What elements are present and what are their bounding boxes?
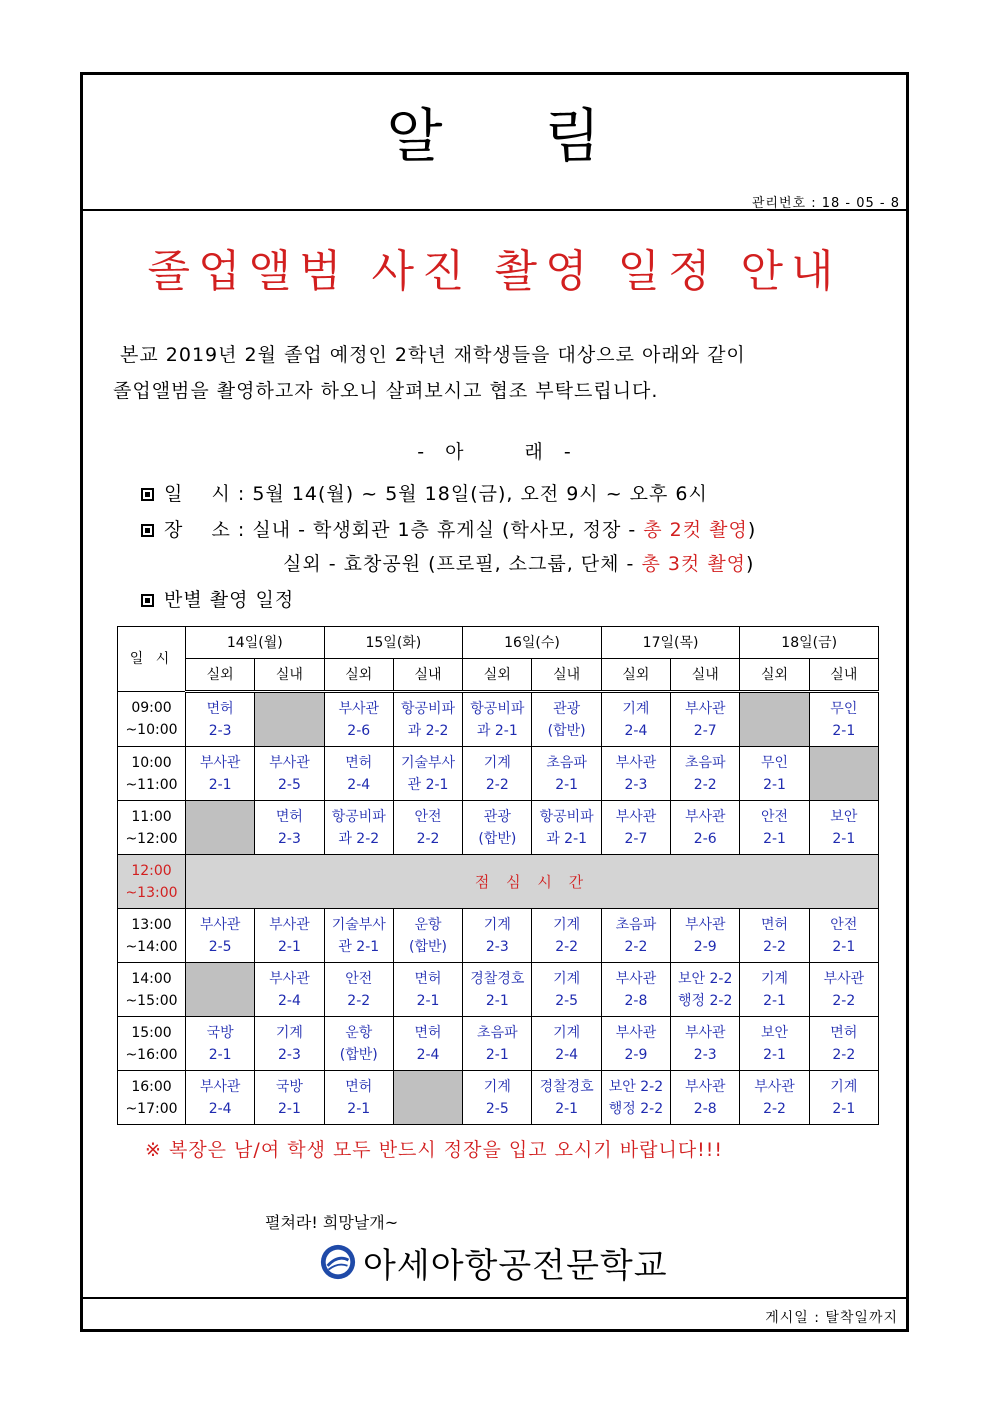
- class-cell-line: 2-6: [693, 830, 717, 847]
- time-cell: [118, 1017, 186, 1071]
- location-header: 실내: [532, 659, 601, 692]
- class-cell-line: 항공비파: [331, 808, 386, 825]
- class-cell-line: 과 2-2: [407, 722, 449, 739]
- class-cell-line: 2-1: [416, 992, 440, 1009]
- time-cell: [118, 1071, 186, 1125]
- subheader-row: [118, 659, 879, 692]
- class-cell-line: 기계: [760, 970, 789, 987]
- class-cell: [186, 1017, 255, 1071]
- class-cell: [186, 747, 255, 801]
- class-cell: [601, 801, 670, 855]
- intro-line-2: 졸업앨범을 촬영하고자 하오니 살펴보시고 협조 부탁드립니다.: [113, 380, 659, 402]
- class-cell-line: 부사관: [615, 970, 657, 987]
- class-cell: [463, 747, 532, 801]
- class-cell-line: 부사관: [684, 1078, 726, 1095]
- class-cell: [186, 692, 255, 747]
- class-cell: [809, 1017, 878, 1071]
- class-cell-line: 부사관: [684, 700, 726, 717]
- location-header: 실내: [255, 659, 324, 692]
- class-cell-line: 2-5: [485, 1100, 509, 1117]
- time-slot-row: [118, 692, 879, 747]
- time-slot-row: [118, 1017, 879, 1071]
- class-cell: [532, 801, 601, 855]
- end-time: ~15:00: [125, 992, 178, 1009]
- class-cell: [809, 1071, 878, 1125]
- main-title: 졸업앨범 사진 촬영 일정 안내: [147, 246, 842, 297]
- day-header: 18일(금): [740, 627, 879, 659]
- class-cell: [671, 1017, 740, 1071]
- class-cell: [393, 747, 462, 801]
- date-line: 일 시 : 5월 14(월) ~ 5월 18일(금), 오전 9시 ~ 오후 6시: [141, 479, 708, 506]
- class-cell-line: 부사관: [269, 754, 310, 771]
- class-cell-line: 면허: [345, 754, 373, 771]
- class-cell: [324, 909, 393, 963]
- class-cell: [393, 963, 462, 1017]
- class-cell-line: (합반): [547, 722, 586, 739]
- time-slot-row: [118, 963, 879, 1017]
- class-cell: [532, 692, 601, 747]
- place-line-2: 실외 - 효창공원 (프로필, 소그룹, 단체 - 총 3컷 촬영): [283, 553, 755, 575]
- time-cell: [118, 692, 186, 747]
- class-cell-line: 2-2: [485, 776, 509, 793]
- class-cell-line: 2-1: [763, 992, 786, 1009]
- section-heading: - 아 래 -: [417, 441, 572, 463]
- class-cell-line: 2-3: [208, 722, 232, 739]
- class-cell-line: 2-2: [763, 938, 786, 955]
- class-cell-line: 2-1: [832, 1100, 856, 1117]
- class-cell-line: 면허: [760, 916, 789, 933]
- class-cell-line: 부사관: [823, 970, 865, 987]
- class-cell-line: 관 2-1: [407, 776, 449, 793]
- class-cell-line: 관 2-1: [338, 938, 380, 955]
- time-cell: [118, 855, 186, 909]
- class-cell-line: 2-7: [693, 722, 717, 739]
- class-cell-line: 무인: [760, 754, 789, 771]
- class-cell-line: 행정 2-2: [608, 1100, 664, 1117]
- class-cell-line: 경찰경호: [470, 970, 525, 987]
- day-header: 17일(목): [601, 627, 740, 659]
- time-cell: [118, 747, 186, 801]
- class-cell-line: 2-1: [763, 830, 786, 847]
- lunch-break-cell: 점 심 시 간: [186, 855, 879, 909]
- class-cell-line: 기계: [483, 1078, 511, 1095]
- class-cell-line: 2-2: [763, 1100, 786, 1117]
- class-cell: [255, 801, 324, 855]
- class-cell-line: 안전: [345, 970, 373, 987]
- class-cell: [324, 963, 393, 1017]
- class-cell: [671, 801, 740, 855]
- class-cell: [463, 801, 532, 855]
- class-cell-line: 운항: [345, 1024, 373, 1041]
- class-cell-line: 항공비파: [400, 700, 456, 717]
- intro-paragraph: [113, 337, 893, 409]
- class-cell-line: 2-1: [832, 938, 856, 955]
- notice-frame: [80, 72, 909, 1332]
- class-cell-line: 안전: [414, 808, 442, 825]
- empty-slot-cell: [186, 963, 255, 1017]
- class-cell-line: 보안: [760, 1024, 789, 1041]
- class-cell: [532, 1071, 601, 1125]
- school-name: 아세아항공전문학교: [363, 1245, 668, 1286]
- class-cell-line: 면허: [275, 808, 303, 825]
- class-cell: [393, 909, 462, 963]
- class-cell-line: 초음파: [546, 754, 587, 771]
- class-cell-line: 2-1: [208, 776, 232, 793]
- class-cell-line: 기계: [622, 700, 650, 717]
- end-time: ~12:00: [125, 830, 178, 847]
- class-cell-line: 항공비파: [470, 700, 525, 717]
- class-cell: [532, 963, 601, 1017]
- slogan: 펼쳐라! 희망날개~: [265, 1213, 399, 1232]
- class-cell: [740, 1017, 809, 1071]
- class-cell-line: 2-2: [832, 992, 856, 1009]
- class-cell: [601, 1071, 670, 1125]
- class-cell-line: 항공비파: [539, 808, 594, 825]
- class-cell: [463, 1017, 532, 1071]
- time-slot-row: [118, 855, 879, 909]
- place-line: 장 소 : 실내 - 학생회관 1층 휴게실 (학사모, 정장 - 총 2컷 촬영): [141, 515, 756, 542]
- divider: [83, 1297, 906, 1299]
- class-cell: [324, 692, 393, 747]
- class-cell-line: 2-1: [278, 1100, 301, 1117]
- start-time: 10:00: [131, 754, 172, 771]
- class-cell-line: 과 2-2: [338, 830, 380, 847]
- empty-slot-cell: [255, 692, 324, 747]
- class-cell-line: 2-1: [763, 776, 786, 793]
- end-time: ~11:00: [125, 776, 178, 793]
- bullet-icon: [141, 594, 154, 607]
- class-cell-line: 부사관: [684, 1024, 726, 1041]
- class-cell: [186, 909, 255, 963]
- location-header: 실내: [809, 659, 878, 692]
- class-cell: [186, 1071, 255, 1125]
- class-cell-line: 국방: [275, 1078, 303, 1095]
- class-cell-line: 면허: [414, 970, 442, 987]
- class-cell-line: 2-4: [555, 1046, 579, 1063]
- class-cell: [463, 909, 532, 963]
- class-cell: [740, 801, 809, 855]
- heading-char-1: 알: [386, 102, 445, 170]
- class-cell-line: 과 2-1: [476, 722, 518, 739]
- class-cell-line: 2-5: [208, 938, 232, 955]
- empty-slot-cell: [186, 801, 255, 855]
- end-time: ~16:00: [125, 1046, 178, 1063]
- location-header: 실외: [463, 659, 532, 692]
- class-cell-line: 기계: [553, 970, 581, 987]
- end-time: ~17:00: [125, 1100, 178, 1117]
- start-time: 16:00: [131, 1078, 172, 1095]
- class-cell: [671, 963, 740, 1017]
- class-cell-line: 초음파: [477, 1024, 518, 1041]
- class-cell-line: 면허: [830, 1024, 858, 1041]
- class-cell: [601, 909, 670, 963]
- class-cell-line: 부사관: [199, 754, 241, 771]
- class-cell-line: 2-4: [278, 992, 301, 1009]
- class-cell-line: 2-1: [208, 1046, 232, 1063]
- class-cell-line: (합반): [478, 830, 517, 847]
- class-cell-line: 무인: [830, 700, 858, 717]
- class-cell: [255, 963, 324, 1017]
- class-cell-line: 2-4: [416, 1046, 440, 1063]
- class-cell-line: 2-2: [832, 1046, 856, 1063]
- time-cell: [118, 963, 186, 1017]
- time-slot-row: [118, 801, 879, 855]
- class-cell-line: 부사관: [615, 808, 657, 825]
- location-header: 실외: [601, 659, 670, 692]
- class-cell-line: 2-9: [693, 938, 717, 955]
- start-time: 13:00: [131, 916, 172, 933]
- bullet-icon: [141, 524, 154, 537]
- location-header: 실외: [186, 659, 255, 692]
- class-cell: [532, 909, 601, 963]
- class-cell-line: 2-9: [624, 1046, 648, 1063]
- class-cell-line: 2-7: [624, 830, 648, 847]
- class-cell-line: 2-1: [347, 1100, 371, 1117]
- empty-slot-cell: [393, 1071, 462, 1125]
- class-cell: [463, 692, 532, 747]
- class-cell-line: 부사관: [615, 1024, 657, 1041]
- class-cell-line: 2-3: [485, 938, 509, 955]
- header-row: [118, 627, 879, 659]
- divider: [83, 209, 906, 211]
- class-cell: [324, 1017, 393, 1071]
- class-cell-line: 2-3: [693, 1046, 717, 1063]
- class-cell-line: 2-4: [347, 776, 371, 793]
- class-cell: [601, 692, 670, 747]
- location-header: 실외: [740, 659, 809, 692]
- class-cell: [740, 909, 809, 963]
- day-header: 16일(수): [463, 627, 602, 659]
- class-cell-line: 안전: [760, 808, 789, 825]
- location-header: 실외: [324, 659, 393, 692]
- school-logo-icon: [319, 1243, 357, 1281]
- start-time: 12:00: [131, 862, 172, 879]
- class-cell-line: 부사관: [338, 700, 380, 717]
- class-cell-line: 안전: [830, 916, 858, 933]
- class-cell-line: 2-4: [624, 722, 648, 739]
- class-cell-line: 2-5: [278, 776, 301, 793]
- class-cell-line: 초음파: [684, 754, 726, 771]
- class-cell-line: 기계: [830, 1078, 858, 1095]
- class-cell-line: 초음파: [615, 916, 657, 933]
- class-cell-line: 2-5: [555, 992, 579, 1009]
- class-cell: [809, 963, 878, 1017]
- class-cell-line: 부사관: [199, 1078, 241, 1095]
- class-cell: [324, 1071, 393, 1125]
- start-time: 14:00: [131, 970, 172, 987]
- class-cell-line: 부사관: [684, 808, 726, 825]
- class-cell-line: 관광: [553, 700, 581, 717]
- class-cell-line: 2-3: [278, 1046, 301, 1063]
- class-cell: [255, 1071, 324, 1125]
- class-cell: [740, 747, 809, 801]
- bullet-icon: [141, 488, 154, 501]
- dress-code-note: ※ 복장은 남/여 학생 모두 반드시 정장을 입고 오시기 바랍니다!!!: [145, 1139, 724, 1161]
- class-cell: [671, 909, 740, 963]
- class-cell-line: 과 2-1: [546, 830, 588, 847]
- class-cell: [255, 747, 324, 801]
- class-cell-line: 2-1: [763, 1046, 786, 1063]
- class-cell-line: 기계: [275, 1024, 303, 1041]
- class-cell: [601, 1017, 670, 1071]
- class-cell: [740, 963, 809, 1017]
- day-header: 14일(월): [186, 627, 325, 659]
- class-cell-line: 2-4: [208, 1100, 232, 1117]
- class-cell: [324, 747, 393, 801]
- class-cell-line: 보안: [830, 808, 858, 825]
- class-cell-line: 2-8: [693, 1100, 717, 1117]
- class-cell: [532, 747, 601, 801]
- end-time: ~10:00: [125, 722, 178, 738]
- heading-char-2: 림: [544, 102, 603, 170]
- class-cell: [532, 1017, 601, 1071]
- location-header: 실내: [671, 659, 740, 692]
- class-cell-line: 2-1: [485, 992, 509, 1009]
- class-cell-line: 2-2: [555, 938, 579, 955]
- class-cell-line: 2-2: [693, 776, 717, 793]
- class-cell-line: (합반): [339, 1046, 378, 1063]
- end-time: ~14:00: [125, 938, 178, 955]
- time-cell: [118, 801, 186, 855]
- class-cell-line: 부사관: [269, 970, 310, 987]
- class-cell-line: 기계: [483, 754, 511, 771]
- class-cell: [255, 1017, 324, 1071]
- class-cell-line: 면허: [206, 700, 234, 717]
- class-cell: [255, 909, 324, 963]
- class-cell-line: 면허: [345, 1078, 373, 1095]
- class-cell-line: 2-1: [832, 830, 856, 847]
- class-cell-line: 보안 2-2: [608, 1078, 664, 1095]
- class-cell-line: 부사관: [684, 916, 726, 933]
- intro-line-1: 본교 2019년 2월 졸업 예정인 2학년 재학생들을 대상으로 아래와 같이: [120, 344, 746, 366]
- start-time: 11:00: [131, 808, 172, 825]
- schedule-label-line: 반별 촬영 일정: [141, 585, 294, 612]
- notice-heading: [83, 89, 906, 173]
- start-time: 09:00: [131, 700, 172, 716]
- class-cell-line: 운항: [414, 916, 442, 933]
- class-cell-line: 2-1: [555, 1100, 579, 1117]
- class-cell-line: 2-1: [832, 722, 856, 739]
- class-cell-line: 행정 2-2: [678, 992, 733, 1009]
- class-cell: [601, 747, 670, 801]
- class-cell-line: 관광: [483, 808, 511, 825]
- class-cell: [324, 801, 393, 855]
- day-header: 15일(화): [324, 627, 463, 659]
- class-cell-line: 경찰경호: [539, 1078, 594, 1095]
- time-header: 일 시: [118, 627, 186, 692]
- class-cell: [809, 801, 878, 855]
- class-cell: [393, 692, 462, 747]
- class-cell: [671, 1071, 740, 1125]
- class-cell-line: 부사관: [269, 916, 310, 933]
- class-cell-line: 2-2: [624, 938, 648, 955]
- end-time: ~13:00: [125, 884, 178, 901]
- start-time: 15:00: [131, 1024, 172, 1041]
- management-number: 관리번호 : 18 - 05 - 8: [751, 196, 900, 211]
- class-cell-line: 기술부사: [331, 916, 386, 933]
- empty-slot-cell: [809, 747, 878, 801]
- time-slot-row: [118, 1071, 879, 1125]
- school-signature: [319, 1238, 668, 1286]
- class-cell: [463, 1071, 532, 1125]
- class-cell-line: 2-2: [416, 830, 440, 847]
- class-cell-line: 2-1: [278, 938, 301, 955]
- class-cell-line: 부사관: [615, 754, 657, 771]
- class-cell-line: 2-1: [555, 776, 579, 793]
- class-cell-line: 부사관: [754, 1078, 795, 1095]
- class-cell: [393, 801, 462, 855]
- class-cell: [601, 963, 670, 1017]
- class-cell: [809, 692, 878, 747]
- class-cell-line: 2-1: [485, 1046, 509, 1063]
- class-cell-line: 면허: [414, 1024, 442, 1041]
- time-slot-row: [118, 909, 879, 963]
- empty-slot-cell: [740, 692, 809, 747]
- posting-period: 게시일 : 탈착일까지: [765, 1310, 898, 1326]
- location-header: 실내: [393, 659, 462, 692]
- time-cell: [118, 909, 186, 963]
- class-cell-line: 보안 2-2: [678, 970, 733, 987]
- class-cell-line: 2-3: [278, 830, 301, 847]
- class-cell: [393, 1017, 462, 1071]
- class-cell-line: 국방: [206, 1024, 234, 1041]
- class-cell-line: 기계: [553, 916, 581, 933]
- class-cell: [740, 1071, 809, 1125]
- class-cell-line: 2-3: [624, 776, 648, 793]
- class-cell: [671, 692, 740, 747]
- class-cell-line: 2-6: [347, 722, 371, 739]
- class-cell: [463, 963, 532, 1017]
- class-cell: [671, 747, 740, 801]
- class-cell-line: 기계: [483, 916, 511, 933]
- class-cell-line: (합반): [409, 938, 448, 955]
- schedule-table: [117, 626, 879, 1125]
- class-cell-line: 기술부사: [400, 754, 456, 771]
- class-cell-line: 기계: [553, 1024, 581, 1041]
- class-cell-line: 2-2: [347, 992, 371, 1009]
- time-slot-row: [118, 747, 879, 801]
- class-cell-line: 부사관: [199, 916, 241, 933]
- class-cell-line: 2-8: [624, 992, 648, 1009]
- class-cell: [809, 909, 878, 963]
